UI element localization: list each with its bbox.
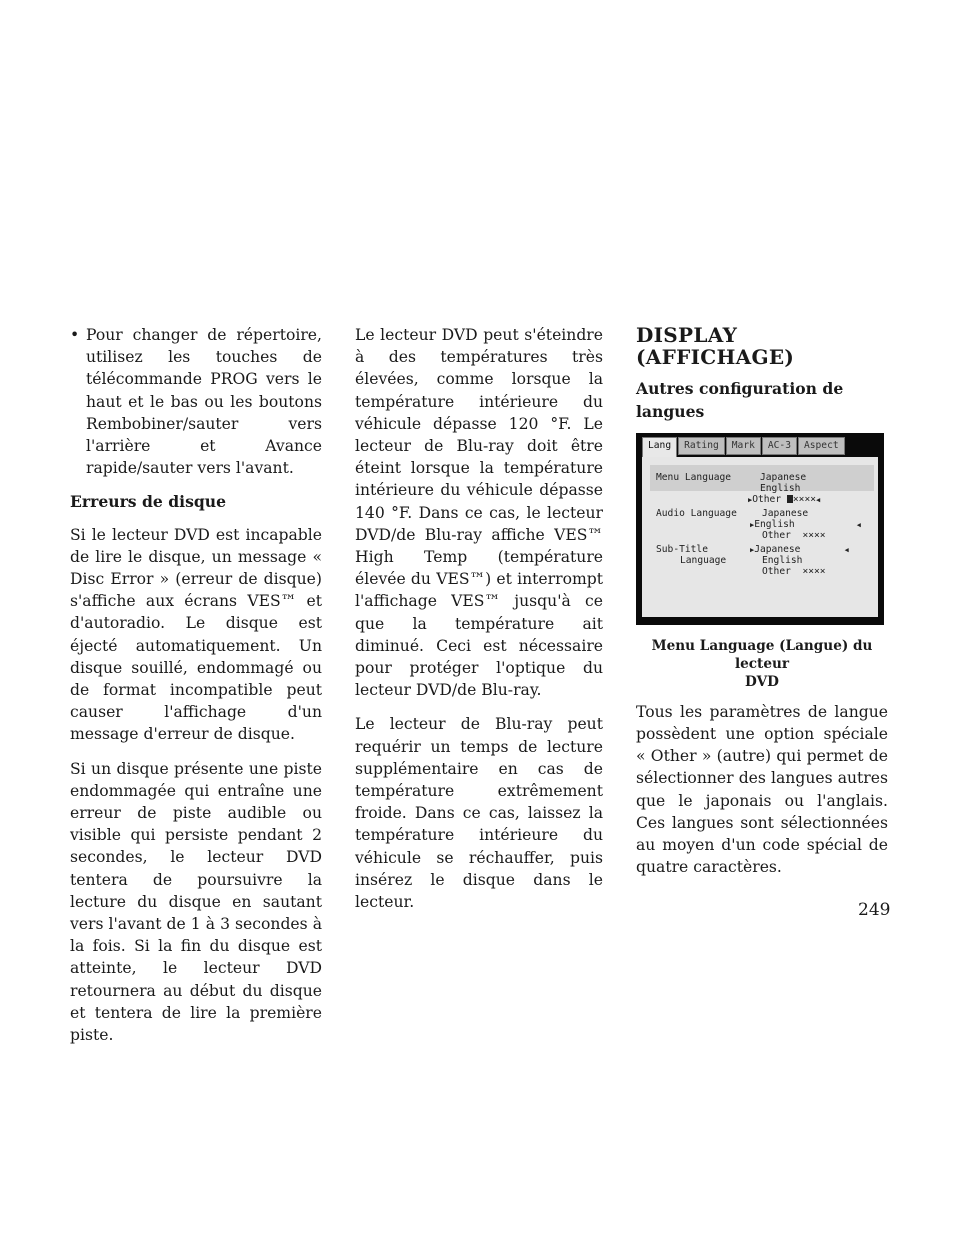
- menu-tabs: [642, 437, 846, 458]
- audio-opt-japanese: Japanese: [762, 507, 809, 519]
- disc-errors-heading: Erreurs de disque: [70, 492, 227, 512]
- tab-rating: Rating: [678, 437, 725, 455]
- figure-caption: Menu Language (Langue) du lecteur DVD: [651, 637, 873, 690]
- audio-opt-other: Other ××××: [762, 529, 826, 541]
- tab-aspect: Aspect: [798, 437, 845, 455]
- dvd-menu-screenshot: [636, 433, 884, 625]
- bullet-dot: •: [70, 326, 80, 344]
- menu-opt-english: English: [760, 482, 801, 494]
- paragraph: Tous les paramètres de langue possèdent une option spéciale « Other » (autre) qui permet de sélectionner des langues autres que le japonais ou l'anglais. Ces langues sont sélectionnées au moyen d'un code spécial de quatre caractères.: [636, 702, 888, 877]
- audio-opt-english: ▶ English ◀: [750, 514, 861, 536]
- audio-language-label: Audio Language: [656, 507, 737, 519]
- subtitle-opt-japanese: ▶ Japanese ◀: [750, 539, 849, 561]
- menu-opt-japanese: Japanese: [760, 471, 807, 483]
- paragraph: Si un disque présente une piste endommagée qui entraîne une erreur de piste audible ou visible qui persiste pendant 2 secondes, le lecteur DVD tentera de poursuivre la lecture du disque en sautant vers l'avant de 1 à 3 secondes à la fois. Si la fin du disque est atteinte, le lecteur DVD retournera au début du disque et tentera de lire la première piste.: [70, 759, 322, 1045]
- language-panel: [642, 457, 878, 617]
- subtitle-opt-english: English: [762, 554, 803, 566]
- pointer-left-icon: [844, 544, 848, 555]
- pointer-left-icon: [816, 494, 820, 505]
- bullet-text: Pour changer de répertoire, utilisez les touches de télécommande PROG vers le haut et le bas ou les boutons Rembobiner/sauter vers l'arrière et Avance rapide/sauter vers l'avant.: [86, 326, 322, 478]
- paragraph: Le lecteur de Blu-ray peut requérir un temps de lecture supplémentaire en cas de température extrêmement froide. Dans ce cas, laissez la température intérieure du véhicule se réchauffer, puis insérez le disque dans le lecteur.: [355, 715, 603, 912]
- page-number: 249: [858, 900, 891, 920]
- menu-language-label: Menu Language: [656, 471, 732, 483]
- middle-column: [355, 324, 603, 925]
- paragraph: Le lecteur DVD peut s'éteindre à des températures très élevées, comme lorsque la température intérieure du véhicule dépasse 120 °F. Le lecteur de Blu-ray doit être éteint lorsque la température intérieure du véhicule dépasse 140 °F. Dans ce cas, le lecteur DVD/de Blu-ray affiche VES™ High Temp (température élevée du VES™) et interrompt l'affichage VES™ jusqu'à ce que la température ait diminué. Ceci est nécessaire pour protéger l'optique du lecteur DVD/de Blu-ray.: [355, 326, 603, 700]
- tab-mark: Mark: [726, 437, 761, 455]
- left-column: [70, 324, 322, 1058]
- section-title: DISPLAY (AFFICHAGE): [636, 323, 795, 370]
- subtitle-label: Sub-Title: [656, 543, 708, 555]
- tab-lang: Lang: [642, 437, 677, 458]
- paragraph: Si le lecteur DVD est incapable de lire le disque, un message « Disc Error » (erreur de disque) s'affiche aux écrans VES™ et d'autoradio. Le disque est éjecté automatiquement. Un disque souillé, endommagé ou de format incompatible peut causer l'affichage d'un message d'erreur de disque.: [70, 525, 322, 744]
- right-column: [636, 322, 888, 890]
- menu-opt-other: ▶ Other ×××× ◀: [748, 489, 820, 511]
- pointer-left-icon: [857, 519, 861, 530]
- subtitle-opt-other: Other ××××: [762, 565, 826, 577]
- bullet-item: [70, 324, 322, 479]
- languages-subheading: Autres configuration de langues: [636, 379, 844, 421]
- tab-ac3: AC-3: [762, 437, 797, 455]
- subtitle-label-language: Language: [680, 554, 727, 566]
